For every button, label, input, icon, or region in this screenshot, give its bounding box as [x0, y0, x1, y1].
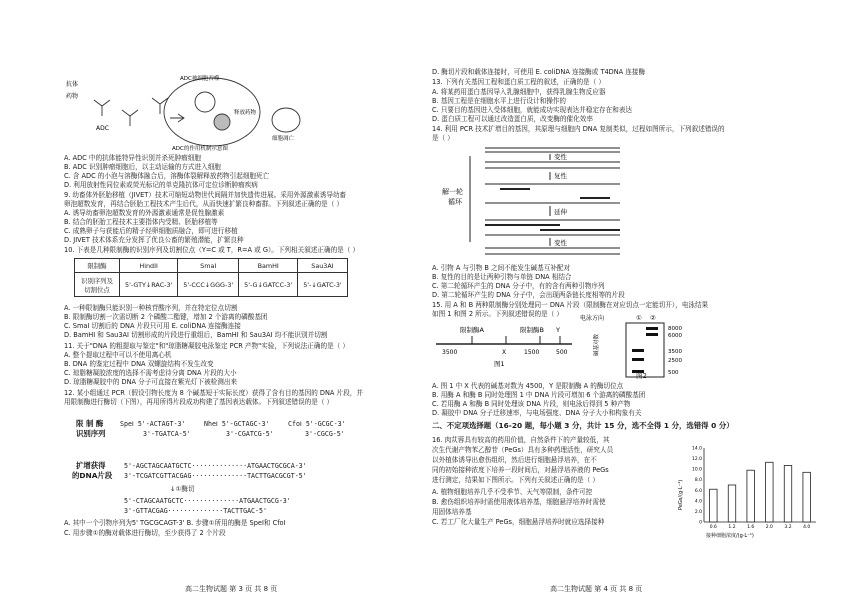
chart-y-tick: 12.0 [691, 457, 702, 463]
figure-caption: ADC的作用机制示意图 [172, 146, 228, 152]
q13-option-b: B. 基因工程是在细胞水平上进行设计和操作的 [432, 97, 566, 105]
lane-2-label: ② [650, 314, 656, 322]
nhe-site-comp: 3'-CGATCG-5' [226, 430, 274, 438]
q15-stem-1: 15. 用 A 和 B 两种限制酶分别处理同一 DNA 片段（限制酶在对应切点一定能切开），电泳结果 [432, 301, 709, 309]
denature-label-2: 变性 [554, 239, 567, 247]
length-x: X [502, 349, 507, 356]
chart-y-tick: 4.0 [694, 499, 702, 505]
q12-option-ab: A. 其中一个引物序列为5' TGCGCAGT-3' B. 步骤①所用的酶是 SpeⅠ和 CfoⅠ [64, 519, 286, 527]
q15-option-a: A. 图 1 中 X 代表的碱基对数为 4500，Y 是限制酶 A 的酶切位点 [432, 382, 624, 390]
site-y-label: Y [556, 326, 560, 334]
table-header-cell: SmaI [178, 259, 239, 273]
dna-seq-top: 5'-AGCTAGCAATGCTC··············ATGAACTGCGCA-3' [124, 462, 307, 470]
apoptosis-label: 细胞凋亡 [272, 136, 295, 142]
q14-option-a: A. 引物 A 与引物 B 之间不能发生碱基互补配对 [432, 264, 571, 272]
table-cell: 5'-↓GATC-3' [298, 273, 347, 297]
chart-y-tick: 14.0 [691, 446, 702, 452]
q14-stem-1: 14. 利用 PCR 技术扩增目的基因，其原理与细胞内 DNA 复制类似，过程如图所示，下列叙述错误的 [432, 125, 725, 133]
q9-option-d: D. JIVET 技术体系充分发挥了优良公畜的繁殖潜能，扩繁良种 [64, 236, 244, 244]
q15-stem-2: 如图 1 和图 2 所示。下列叙述错误的是（ ） [432, 310, 563, 318]
q12-stem-2: 用限制酶进行酶切（下图），再用所得片段成功构建了基因表达载体。下列叙述错误的是（ ） [64, 398, 334, 406]
chart-bar [728, 485, 735, 522]
length-3500: 3500 [442, 349, 458, 356]
cfo-site-comp: 3'-CGCG-5' [305, 430, 345, 438]
q16-stem-2: 次生代谢产物苯乙醇苷（PeGs）具有多种药理活性，研究人员 [432, 446, 614, 454]
q9-option-b: B. 结合的胚胎工程技术主要指体内受精、胚胎移植等 [64, 218, 218, 226]
digest-step-label: ↓①酶切 [170, 485, 195, 493]
chart-y-tick: 2.0 [694, 509, 702, 515]
q14-option-c: C. 第二轮循环产生的 DNA 分子中，有的含有两种引物序列 [432, 282, 605, 290]
adc-bind-label: ADC被细胞吞噬 [180, 76, 220, 82]
table-header-row [75, 259, 348, 273]
extend-label: 延伸 [554, 208, 567, 216]
antibody-label: 抗体 [66, 81, 79, 88]
page-footer: 高二生物试题 第 4 页 共 8 页 [550, 585, 643, 593]
chart-x-tick: 2.0 [765, 525, 773, 530]
table-cell: 5'-GTY↓RAC-3' [120, 273, 178, 297]
lane-1-label: ① [636, 314, 642, 322]
marker-2500: 2500 [668, 358, 682, 364]
chart-y-tick: 6.0 [694, 488, 702, 494]
marker-8000: 8000 [668, 326, 682, 332]
q12-option-d: D. 酶切片段和载体连接时，可使用 E. coliDNA 连接酶或 T4DNA 连接酶 [432, 68, 646, 76]
q16-option-a: A. 植物细胞培养几乎不受季节、天气等限制，条件可控 [432, 488, 593, 496]
amplified-label-2: 的DNA片段 [72, 471, 113, 480]
dna-seq-bottom: 3'-TCGATCGTTACGAG··············TACTTGACGCGT-5' [124, 472, 307, 480]
round-label: 解一轮 [442, 188, 463, 196]
q16-stem-4: 同的初始接种浓度下培养一段时间后，对悬浮培养液的 PeGs [432, 466, 609, 474]
chart-bar [747, 470, 754, 522]
q15-option-c: C. 若用酶 A 和酶 B 同时处理该 DNA 片段，则电泳后得到 5 种产物 [432, 400, 631, 408]
drug-label: 药物 [66, 93, 79, 100]
restriction-enzyme-table [74, 258, 348, 297]
cfo-site: CfoⅠ 5'-GCGC-3' [288, 420, 346, 428]
q14-option-b: B. 复性的目的是让两种引物与单链 DNA 相结合 [432, 273, 572, 281]
q10-option-d: D. BamHI 和 Sau3AI 切割形成的片段进行重组后，BamHI 和 Sau3AI 均不能识别并切割 [64, 331, 328, 339]
chart-bar [710, 489, 717, 522]
q14-stem-2: 是（ ） [432, 134, 454, 142]
axis-label: 碱基对数 [594, 333, 600, 356]
q13-option-d: D. 蛋白质工程可以通过改造蛋白质，改变酶的催化效率 [432, 115, 593, 123]
q12-stem-1: 12. 某小组通过 PCR（假设引物长度为 8 个碱基短于实际长度）获得了含有目的基因的 DNA 片段，并 [64, 389, 363, 397]
enzyme-heading: 限 制 酶 [76, 419, 104, 428]
q8-option-a: A. ADC 中的抗体能特异性识别并杀死肿瘤细胞 [64, 154, 201, 162]
table-row-label: 识别序列及切割位点 [75, 273, 120, 297]
q15-option-d: D. 凝胶中 DNA 分子迁移速率，与电场强度、DNA 分子大小和构象有关 [432, 409, 642, 417]
chart-bar [784, 465, 791, 522]
chart-y-tick: 10.0 [691, 467, 702, 473]
chart-bar [766, 462, 773, 522]
q13-option-a: A. 将某药用蛋白基因导入乳腺细胞中，获得乳腺生物反应器 [432, 88, 606, 96]
q11-option-d: D. 琼脂糖凝胶中的 DNA 分子可直接在紫光灯下被检测出来 [64, 378, 238, 386]
table-row [75, 273, 348, 297]
q16-stem-5: 进行测定，结果如下图所示。下列有关叙述正确的是（ ） [432, 476, 599, 484]
section-2-heading: 二、不定项选择题（16-20 题，每小题 3 分，共计 15 分，选不全得 1 分，选错得 0 分） [432, 421, 734, 430]
direction-label: 电泳方向 [580, 315, 605, 322]
chart-x-tick: 1.6 [747, 525, 755, 530]
q15-option-b: B. 用酶 A 和酶 B 同时处理图 1 中 DNA 片段可增加 6 个游离的磷酸基团 [432, 391, 646, 399]
q10-option-c: C. SmaI 切割后的 DNA 片段只可用 E. coliDNA 连接酶连接 [64, 322, 241, 330]
table-cell: 5'-CCC↓GGG-3' [178, 273, 239, 297]
figure-1-caption: 图1 [494, 360, 505, 368]
q16-stem-1: 16. 肉苁蓉具有较高的药用价值，自然条件下的产量较低，其 [432, 436, 610, 444]
q8-option-b: B. ADC 识别肿瘤细胞后，以主动运输的方式进入细胞 [64, 163, 221, 171]
marker-3500: 3500 [668, 349, 682, 355]
chart-x-tick: 4.0 [803, 525, 811, 530]
anneal-label: 复性 [554, 172, 567, 180]
q16-stem-3: 以外植体诱导出愈伤组织，然后进行细胞悬浮培养，在不 [432, 456, 597, 464]
enzyme-b-label: 限制酶B [520, 326, 544, 334]
cycle-label: 循环 [448, 198, 462, 206]
q8-option-d: D. 利用放射性同位素或荧光标记的单克隆抗体可定位诊断肿瘤疾病 [64, 181, 258, 189]
q16-option-c: C. 若工厂化大量生产 PeGs，细胞悬浮培养时就应选择接种 [432, 518, 605, 526]
pegs-bar-chart [676, 440, 824, 540]
spe-site: SpeⅠ 5'-ACTAGT-3' [120, 420, 186, 428]
chart-bar [803, 472, 810, 522]
denature-label: 变性 [554, 153, 567, 161]
q11-option-b: B. DNA 的鉴定过程中 DNA 双螺旋结构不发生改变 [64, 360, 214, 368]
chart-x-tick: 3.2 [784, 525, 792, 530]
q10-option-b: B. 限制酶切割一次需切断 2 个磷酸二酯键，增加 2 个游离的磷酸基团 [64, 313, 268, 321]
length-500: 500 [556, 349, 568, 356]
table-header-cell: HindII [120, 259, 178, 273]
q14-option-d: D. 第二轮循环产生的 DNA 分子中，会出现两条链长度相等的片段 [432, 291, 625, 299]
chart-x-label: 接种细胞浓度/(g·L⁻¹) [706, 533, 754, 539]
q10-option-a: A. 一种限制酶只能识别一种核苷酸序列，并在特定位点切割 [64, 304, 238, 312]
q10-stem: 10. 下表是几种限制酶的识别序列及切割位点（Y=C 或 T，R=A 或 G）。下列相关叙述正确的是（ ） [64, 246, 360, 254]
release-label: 释放药物 [234, 110, 257, 116]
enzyme-a-label: 限制酶A [460, 326, 484, 334]
q8-option-c: C. 含 ADC 的小泡与溶酶体融合后，溶酶体裂解释放药物引起细胞死亡 [64, 172, 270, 180]
recognition-heading: 识别序列 [76, 429, 106, 438]
chart-y-tick: 0 [699, 520, 702, 526]
q11-stem: 11. 关于"DNA 的粗提取与鉴定"和"琼脂糖凝胶电泳鉴定 PCR 产物"实验，下列说法正确的是（ ） [64, 342, 349, 350]
table-cell: 5'-G↓GATCC-3' [239, 273, 298, 297]
marker-500: 500 [668, 370, 679, 376]
adc-mechanism-figure [62, 70, 312, 152]
q9-stem-1: 9. 幼畜体外胚胎移植（JIVET）技术可缩短动物世代间隔并加快遗传进展。采用外源激素诱导幼畜 [64, 191, 347, 199]
q13-option-c: C. 只要目的基因进入受体细胞，就能成功实现表达并稳定存在和表达 [432, 106, 633, 114]
length-1500: 1500 [524, 349, 540, 356]
q9-option-c: C. 成熟卵子与获能后的精子经卵细胞质融合，即可进行移植 [64, 227, 238, 235]
cut-seq-bottom: 3'-GTTACGAG··············TACTTGAC-5' [124, 507, 267, 515]
page-footer: 高二生物试题 第 3 页 共 8 页 [185, 585, 278, 593]
q16-option-b-cont: 用固体培养基 [432, 508, 472, 516]
q11-option-c: C. 琼脂糖凝胶浓度的选择不需考虑待分离 DNA 片段的大小 [64, 369, 237, 377]
spe-site-comp: 3'-TGATCA-5' [143, 430, 191, 438]
chart-x-tick: 0.6 [709, 525, 717, 530]
q12-option-c: C. 用步骤①的酶对载体进行酶切，至少获得了 2 个片段 [64, 529, 226, 537]
figure-1-restriction-map [432, 320, 582, 370]
adc-label: ADC [96, 125, 109, 132]
q9-stem-2: 卵泡超数发育，再结合胚胎工程技术产生后代，从而快速扩繁良种畜群。下列叙述正确的是（ ） [64, 200, 344, 208]
table-header-cell: 限制酶 [75, 259, 120, 273]
q9-option-a: A. 诱导幼畜卵泡超数发育的外源激素通常是促性腺激素 [64, 209, 225, 217]
chart-x-tick: 1.2 [728, 525, 736, 530]
pcr-cycle-diagram [440, 142, 630, 260]
chart-y-label: PeGs/(g·L⁻¹) [678, 479, 684, 510]
q13-stem: 13. 下列有关基因工程和蛋白质工程的叙述，正确的是（ ） [432, 78, 605, 86]
chart-y-tick: 8.0 [694, 478, 702, 484]
table-header-cell: Sau3AI [298, 259, 347, 273]
q16-option-b: B. 愈伤组织培养时需使用液体培养基，细胞悬浮培养时需使 [432, 498, 606, 506]
figure-2-caption: 图2 [636, 372, 647, 380]
marker-6000: 6000 [668, 333, 682, 339]
cut-seq-top: 5'-CTAGCAATGCTC··············ATGAACTGCG-3' [124, 497, 291, 505]
page-4 [430, 0, 860, 608]
figure-2-gel [580, 312, 690, 380]
q11-option-a: A. 整个提取过程中可以不使用离心机 [64, 351, 172, 359]
nhe-site: NheⅠ 5'-GCTAGC-3' [204, 420, 270, 428]
table-header-cell: BamHI [239, 259, 298, 273]
amplified-label-1: 扩增获得 [76, 461, 106, 470]
